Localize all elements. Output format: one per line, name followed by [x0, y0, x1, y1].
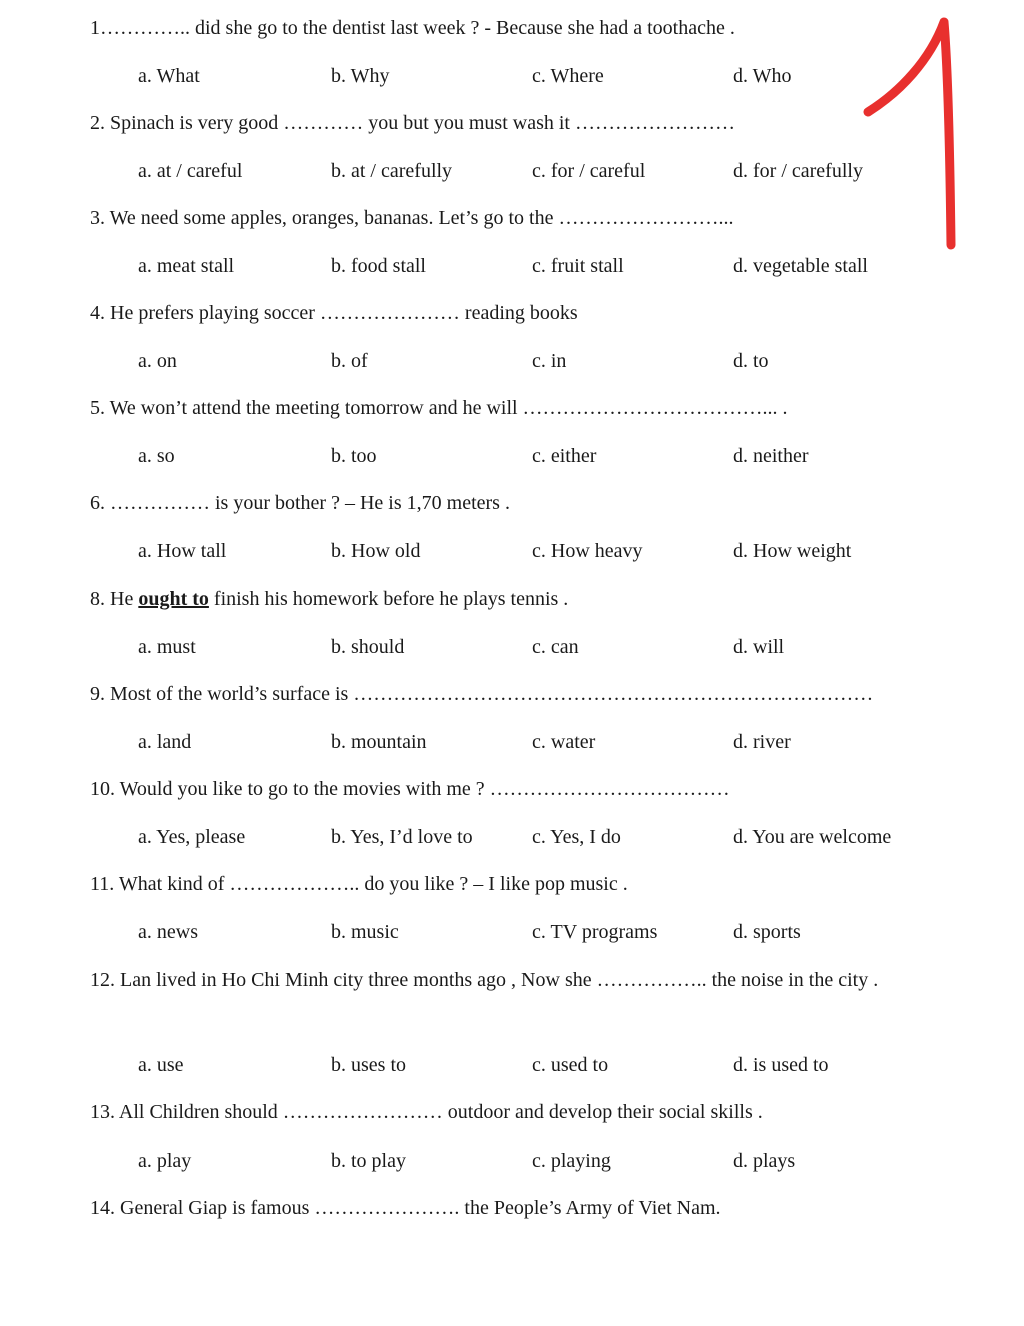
options-row-9: [0, 727, 1024, 757]
option-b: b. at / carefully: [331, 160, 453, 182]
option-b: b. mountain: [331, 731, 427, 753]
question-8-end: finish his homework before he plays tennis .: [208, 588, 569, 610]
question-8: [90, 580, 920, 618]
option-a: a. so: [138, 445, 175, 467]
option-b: b. uses to: [331, 1054, 406, 1076]
option-c: c. either: [532, 445, 597, 467]
option-b: b. should: [331, 636, 405, 658]
option-d: d. to: [733, 350, 769, 372]
option-a: a. play: [138, 1150, 192, 1172]
question-12: 12. Lan lived in Ho Chi Minh city three months ago , Now she …………….. the noise in the city .: [90, 969, 879, 991]
option-c: c. for / careful: [532, 160, 646, 182]
option-b: b. of: [331, 350, 368, 372]
question-3: 3. We need some apples, oranges, bananas. Let’s go to the ……………………...: [90, 207, 734, 229]
option-c: c. in: [532, 350, 567, 372]
option-d: d. plays: [733, 1150, 796, 1172]
underlined-phrase: ought to: [138, 588, 209, 610]
option-d: d. will: [733, 636, 785, 658]
question-8-start: 8. He: [90, 588, 139, 610]
option-a: a. use: [138, 1054, 184, 1076]
options-row-8: [0, 632, 1024, 662]
question-11: 11. What kind of ……………….. do you like ? – I like pop music .: [90, 873, 628, 895]
question-13: 13. All Children should …………………… outdoor and develop their social skills .: [90, 1101, 763, 1123]
question-10: 10. Would you like to go to the movies with me ? ………………………………: [90, 778, 730, 800]
option-c: c. can: [532, 636, 579, 658]
option-c: c. Yes, I do: [532, 826, 621, 848]
option-c: c. used to: [532, 1054, 609, 1076]
option-a: a. land: [138, 731, 192, 753]
option-d: d. vegetable stall: [733, 255, 868, 277]
option-a: a. at / careful: [138, 160, 243, 182]
question-6: 6. …………… is your bother ? – He is 1,70 meters .: [90, 492, 510, 514]
options-row-4: [0, 346, 1024, 376]
option-c: c. TV programs: [532, 921, 658, 943]
option-a: a. How tall: [138, 540, 227, 562]
option-d: d. neither: [733, 445, 809, 467]
option-d: d. river: [733, 731, 791, 753]
option-d: d. is used to: [733, 1054, 829, 1076]
option-c: c. fruit stall: [532, 255, 624, 277]
option-c: c. Where: [532, 65, 604, 87]
option-c: c. water: [532, 731, 596, 753]
options-row-11: [0, 917, 1024, 947]
option-d: d. How weight: [733, 540, 852, 562]
option-c: c. playing: [532, 1150, 611, 1172]
option-b: b. to play: [331, 1150, 406, 1172]
option-d: d. sports: [733, 921, 801, 943]
option-a: a. on: [138, 350, 177, 372]
question-1: 1………….. did she go to the dentist last week ? - Because she had a toothache .: [90, 17, 735, 39]
options-row-13: [0, 1146, 1024, 1176]
option-d: d. You are welcome: [733, 826, 892, 848]
option-b: b. Why: [331, 65, 390, 87]
question-2: 2. Spinach is very good ………… you but you must wash it ……………………: [90, 112, 735, 134]
option-b: b. Yes, I’d love to: [331, 826, 473, 848]
option-d: d. for / carefully: [733, 160, 863, 182]
option-b: b. music: [331, 921, 399, 943]
question-5: 5. We won’t attend the meeting tomorrow and he will ………………………………... .: [90, 397, 788, 419]
option-a: a. What: [138, 65, 200, 87]
option-b: b. too: [331, 445, 377, 467]
option-d: d. Who: [733, 65, 792, 87]
question-4: 4. He prefers playing soccer ………………… reading books: [90, 302, 578, 324]
question-9: 9. Most of the world’s surface is ……………………………………………………………………: [90, 683, 874, 705]
option-a: a. Yes, please: [138, 826, 246, 848]
option-b: b. food stall: [331, 255, 426, 277]
option-a: a. meat stall: [138, 255, 235, 277]
options-row-6: [0, 536, 1024, 566]
option-c: c. How heavy: [532, 540, 643, 562]
options-row-5: [0, 441, 1024, 471]
options-row-12: [0, 1050, 1024, 1080]
options-row-10: [0, 822, 1024, 852]
handwritten-one-mark: [840, 0, 980, 260]
option-a: a. must: [138, 636, 196, 658]
option-a: a. news: [138, 921, 198, 943]
question-14: 14. General Giap is famous …………………. the People’s Army of Viet Nam.: [90, 1197, 721, 1219]
option-b: b. How old: [331, 540, 421, 562]
